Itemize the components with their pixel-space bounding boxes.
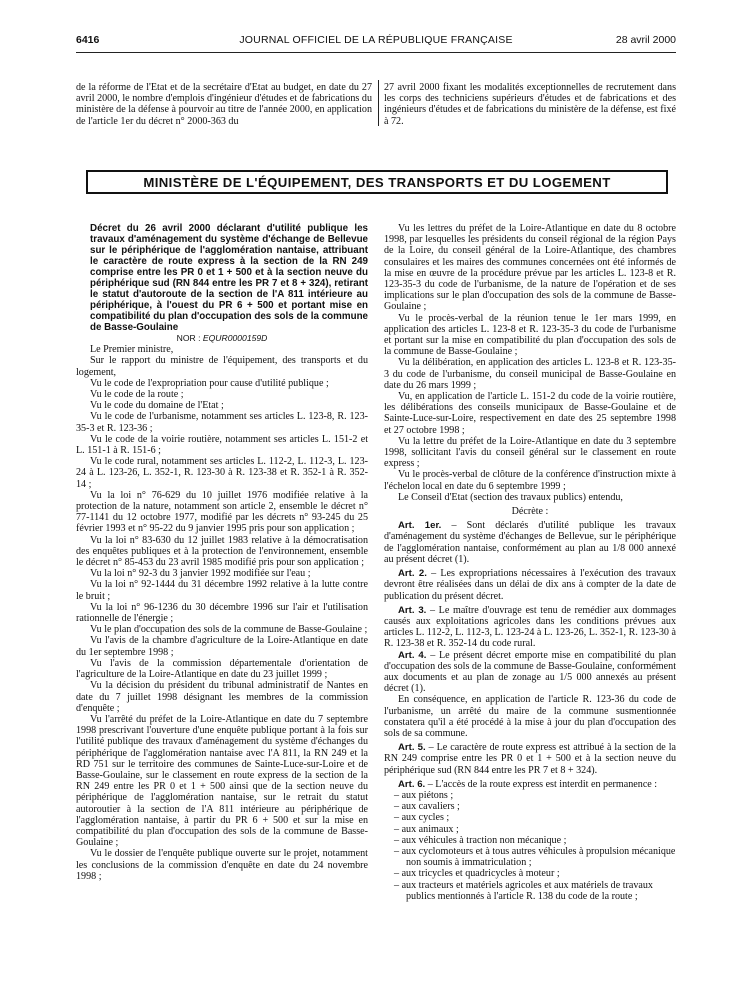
visa-paragraph: Vu le code de l'expropriation pour cause d'utilité publique ; bbox=[90, 377, 329, 389]
article-text: – Le présent décret emporte mise en compatibilité du plan d'occupation des sols de la commune de Basse-Goulaine, conformément aux documents et au plan de zonage au 1/5 000 annexés au présent décret (1). bbox=[384, 649, 676, 695]
list-item: – aux véhicules à traction non mécanique ; bbox=[394, 834, 567, 846]
continuation-text: 27 avril 2000 fixant les modalités exceptionnelles de recrutement dans les corps des techniciens supérieurs d'études et de fabrications et des ingénieurs d'études et de fabrications du ministère de la défense, est fixé à 72. bbox=[384, 82, 676, 127]
column-divider bbox=[378, 80, 379, 126]
header-rule bbox=[76, 52, 676, 53]
article-label: Art. 1er. bbox=[398, 520, 442, 532]
article-4 bbox=[384, 650, 676, 695]
visa-paragraph: Vu le dossier de l'enquête publique ouverte sur le projet, notamment les conclusions de la commission d'enquête en date du 24 novembre 1998 ; bbox=[76, 848, 368, 882]
article-text: – Le maître d'ouvrage est tenu de remédier aux dommages causés aux exploitations agricoles dans les conditions prévues aux articles L. 112-2, L. 112-3, L. 123-24 à L. 123-26, L. 352-1, R. 123-30 à R. 123-38 et R. 352-14 du code rural. bbox=[384, 604, 676, 650]
article-3 bbox=[384, 605, 676, 650]
visa-paragraph: Vu le code rural, notamment ses articles L. 112-2, L. 112-3, L. 123-24 à L. 123-26, L. 352-1, R. 123-30 à R. 123-38 et R. 352-1 à R. 352-14 ; bbox=[76, 456, 368, 490]
journal-title: JOURNAL OFFICIEL DE LA RÉPUBLIQUE FRANÇAISE bbox=[239, 34, 513, 46]
nor-code: EQUR0000159D bbox=[202, 333, 268, 343]
article-6 bbox=[384, 779, 676, 790]
visa-paragraph: Vu le code de l'urbanisme, notamment ses articles L. 123-8, R. 123-35-3 et R. 123-36 ; bbox=[76, 411, 368, 434]
list-item: – aux piétons ; bbox=[394, 789, 454, 801]
visa-paragraph: Vu, en application de l'article L. 151-2 du code de la voirie routière, les délibérations des conseils municipaux de Basse-Goulaine et de Sainte-Luce-sur-Loire, respectivement en date des 25 septembre 1998 et 27 octobre 1998 ; bbox=[384, 391, 676, 436]
visa-paragraph: Vu la loi n° 76-629 du 10 juillet 1976 modifiée relative à la protection de la nature, notamment son article 2, ensemble le décret n° 77-1141 du 12 octobre 1977, modifié par les décrets n° 93-245 du 25 février 1993 et n° 95-22 du 9 janvier 1995 pris pour son application ; bbox=[76, 489, 368, 535]
visa-paragraph: Vu l'avis de la commission départementale d'orientation de l'agriculture de la Loire-Atlantique en date du 23 juillet 1999 ; bbox=[76, 657, 368, 681]
nor-label: NOR : bbox=[176, 333, 203, 343]
list-item: – aux tracteurs et matériels agricoles et aux matériels de travaux publics mentionnés à l'article R. 138 du code de la route ; bbox=[394, 879, 653, 902]
left-column bbox=[76, 223, 368, 882]
article-label: Art. 6. bbox=[398, 778, 426, 790]
article-label: Art. 2. bbox=[398, 568, 427, 580]
article-label: Art. 4. bbox=[398, 649, 427, 661]
visa-paragraph: Vu le code du domaine de l'Etat ; bbox=[90, 400, 224, 412]
list-item: – aux tricycles et quadricycles à moteur ; bbox=[394, 868, 560, 880]
article-label: Art. 5. bbox=[398, 742, 426, 754]
article-5 bbox=[384, 742, 676, 776]
visa-paragraph: Vu la décision du président du tribunal administratif de Nantes en date du 7 juillet 1998 désignant les membres de la commission d'enquête ; bbox=[76, 680, 368, 714]
article-text: – L'accès de la route express est interdit en permanence : bbox=[425, 778, 658, 790]
list-item: – aux cycles ; bbox=[394, 812, 450, 824]
list-item: – aux animaux ; bbox=[394, 823, 459, 835]
right-column bbox=[384, 223, 676, 902]
visa-paragraph: Sur le rapport du ministre de l'équipement, des transports et du logement, bbox=[76, 355, 368, 378]
decree-title: Décret du 26 avril 2000 déclarant d'utilité publique les travaux d'aménagement du système d'échange de Bellevue sur le périphérique de l'agglomération nantaise, attribuant le caractère de route express à la section de la RN 249 comprise entre les PR 0 et 1 + 500 et à la section neuve du périphérique sud (RN 844 entre les PR 7 et 8 + 324), retirant le statut d'autoroute de la section de l'A 811 intérieure au périphérique, à l'ouest du PR 6 + 500 et portant mise en compatibilité du plan d'occupation des sols de la commune de Basse-Goulaine bbox=[90, 223, 368, 333]
visa-paragraph: Vu le code de la voirie routière, notamment ses articles L. 151-2 et L. 151-1 à R. 151-6 ; bbox=[76, 433, 368, 457]
visa-paragraph: Le Premier ministre, bbox=[90, 344, 174, 356]
access-restriction-list bbox=[384, 790, 676, 902]
visa-paragraph: Vu la loi n° 96-1236 du 30 décembre 1996 sur l'air et l'utilisation rationnelle de l'énergie ; bbox=[76, 601, 368, 625]
decrete-heading: Décrète : bbox=[511, 506, 549, 518]
visa-paragraph: Vu l'avis de la chambre d'agriculture de la Loire-Atlantique en date du 1er septembre 1998 ; bbox=[76, 635, 368, 658]
nor-reference bbox=[76, 333, 368, 344]
visa-paragraph: Vu la délibération, en application des articles L. 123-8 et R. 123-35-3 du code de l'urbanisme, du conseil municipal de Basse-Goulaine en date du 26 mars 1999 ; bbox=[384, 357, 676, 391]
article-text: – Le caractère de route express est attribué à la section de la RN 249 comprise entre les PR 0 et 1 + 500 et à la section neuve du périphérique sud (RN 844 entre les PR 7 et 8 + 324). bbox=[384, 742, 676, 776]
article-text: – Sont déclarés d'utilité publique les travaux d'aménagement du système d'échanges de Bellevue, sur le périphérique de l'agglomération nantaise, conformément au plan au 1/8 000 annexé au présent décret (1). bbox=[384, 520, 676, 565]
article-label: Art. 3. bbox=[398, 604, 427, 616]
visa-paragraph: Vu les lettres du préfet de la Loire-Atlantique en date du 8 octobre 1998, par lesquelles les présidents du conseil régional de la région Pays de la Loire, du conseil général de la Loire-Atlantique, des chambres consulaires et les maires des communes concernées ont été informés de la mise en œuvre de la procédure prévue par les articles L. 123-8 et R. 123-35-3 du code de l'urbanisme, de la nature de l'opération et de ses implications sur le plan d'occupation des sols de la commune de Basse-Goulaine ; bbox=[384, 223, 676, 313]
visa-paragraph: Vu l'arrêté du préfet de la Loire-Atlantique en date du 7 septembre 1998 prescrivant l'ouverture d'une enquête publique portant à la fois sur l'utilité publique des travaux d'aménagement du système d'échanges du périphérique de l'agglomération nantaise avec l'A 811, la RN 249 et la RD 751 sur le territoire des communes de Sainte-Luce-sur-Loire et de Basse-Goulaine, sur le classement en route express de la section de la RN 249 entre les PR 0 et 1 + 500 ainsi que de la section neuve du périphérique de l'agglomération nantaise, sur le retrait du statut autoroutier à la section de l'A 811 intérieure au périphérique de l'agglomération nantaise, à partir du PR 6 + 500 et sur la mise en compatibilité du plan d'occupation des sols de la commune de Basse-Goulaine ; bbox=[76, 713, 368, 849]
visa-paragraph: Vu le procès-verbal de la réunion tenue le 1er mars 1999, en application des articles L. 123-8 et R. 123-35-3 du code de l'urbanisme et portant sur la mise en compatibilité du plan d'occupation des sols de la commune de Basse-Goulaine ; bbox=[384, 312, 676, 358]
article-text: – Les expropriations nécessaires à l'exécution des travaux devront être réalisées dans un délai de dix ans à compter de la date de publication du présent décret. bbox=[384, 568, 676, 602]
article-2 bbox=[384, 568, 676, 602]
page-number: 6416 bbox=[76, 34, 100, 46]
visa-paragraph: Vu la loi n° 92-1444 du 31 décembre 1992 relative à la lutte contre le bruit ; bbox=[76, 579, 368, 602]
visa-paragraph: Vu le procès-verbal de clôture de la conférence d'instruction mixte à l'échelon local en date du 6 septembre 1999 ; bbox=[384, 469, 676, 492]
visa-paragraph: Vu la loi n° 83-630 du 12 juillet 1983 relative à la démocratisation des enquêtes publiques et à la protection de l'environnement, ensemble le décret n° 85-453 du 23 avril 1985 modifié pris pour son application ; bbox=[76, 534, 368, 569]
top-right-continuation bbox=[384, 82, 676, 127]
top-left-continuation bbox=[76, 82, 372, 127]
continuation-text: de la réforme de l'Etat et de la secrétaire d'Etat au budget, en date du 27 avril 2000, le nombre d'emplois d'ingénieur d'études et de fabrications du ministère de la défense à pourvoir au titre de l'année 2000, en application de l'article 1er du décret n° 2000-363 du bbox=[76, 82, 372, 127]
visa-paragraph: Le Conseil d'Etat (section des travaux publics) entendu, bbox=[398, 491, 623, 503]
list-item: – aux cyclomoteurs et à tous autres véhicules à propulsion mécanique non soumis à immatriculation ; bbox=[394, 845, 676, 869]
ministry-banner: MINISTÈRE DE L'ÉQUIPEMENT, DES TRANSPORTS ET DU LOGEMENT bbox=[86, 170, 668, 194]
article-4-followup: En conséquence, en application de l'article R. 123-36 du code de l'urbanisme, un arrêté du maire de la commune susmentionnée constatera qu'il a été procédé à la mise à jour du plan d'occupation des sols de sa commune. bbox=[384, 694, 676, 739]
page-header bbox=[76, 34, 676, 50]
visa-paragraph: Vu la loi n° 92-3 du 3 janvier 1992 modifiée sur l'eau ; bbox=[90, 568, 311, 580]
article-1 bbox=[384, 520, 676, 565]
visa-paragraph: Vu le code de la route ; bbox=[90, 389, 184, 401]
visa-paragraph: Vu la lettre du préfet de la Loire-Atlantique en date du 3 septembre 1998, sollicitant l'avis du conseil général sur le classement en route express ; bbox=[384, 435, 676, 470]
list-item: – aux cavaliers ; bbox=[394, 801, 460, 813]
visa-paragraph: Vu le plan d'occupation des sols de la commune de Basse-Goulaine ; bbox=[90, 624, 368, 636]
issue-date: 28 avril 2000 bbox=[615, 34, 676, 46]
